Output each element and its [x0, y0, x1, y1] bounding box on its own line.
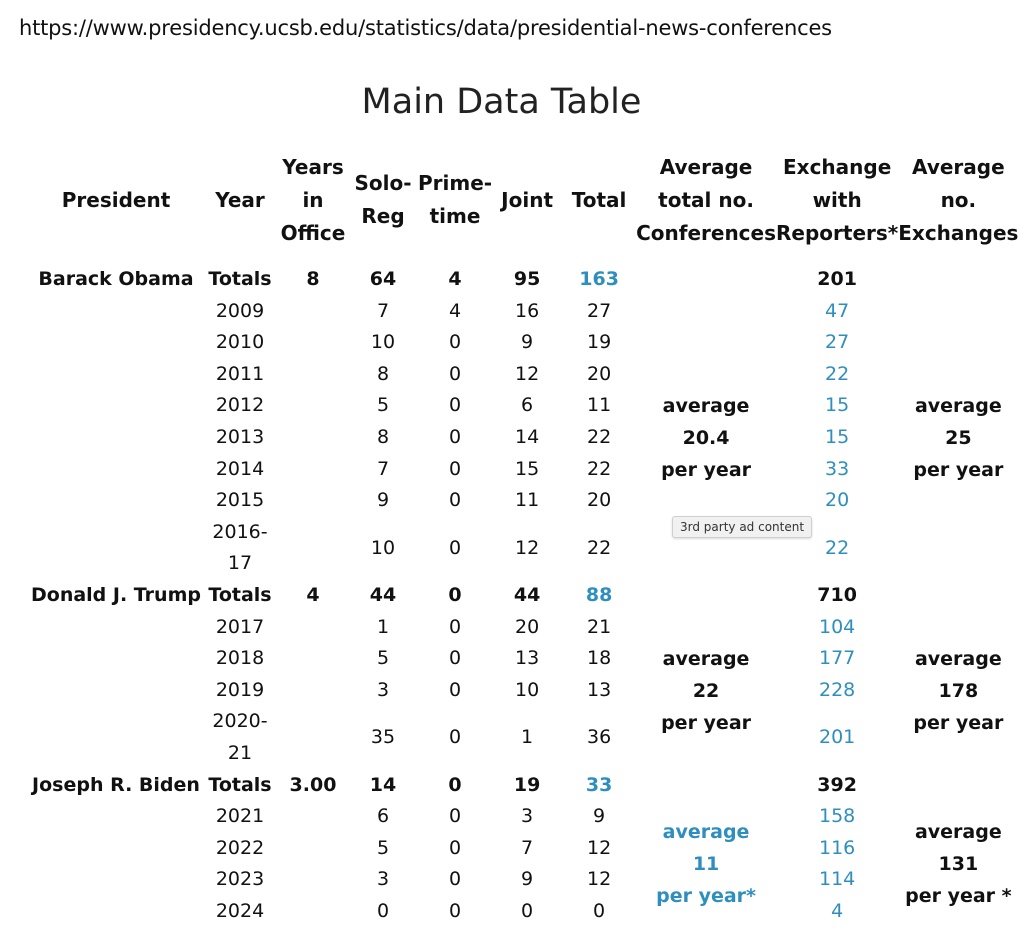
header-total: Total: [571, 187, 627, 212]
solo-reg-cell: 35: [370, 726, 396, 749]
solo-reg-cell: 3: [376, 868, 390, 891]
years-in-office: 3.00: [289, 773, 337, 796]
solo-reg-cell: 6: [376, 805, 390, 828]
average-conferences-line: average: [662, 821, 750, 844]
solo-reg-cell: 8: [376, 362, 390, 385]
empty-cell: [278, 675, 348, 707]
year-row: [30, 612, 1018, 644]
joint-cell: 9: [521, 868, 534, 891]
average-conferences-line: 20.4: [682, 426, 730, 449]
table-body: [30, 264, 1018, 927]
empty-cell: [30, 864, 202, 896]
solo-reg-cell: 5: [376, 647, 390, 670]
empty-cell: [30, 422, 202, 454]
total-cell: 12: [587, 868, 612, 891]
page-title: Main Data Table: [361, 82, 642, 122]
year-cell: 2012: [215, 394, 265, 417]
average-conferences-cell: [636, 612, 776, 770]
header-president: President: [61, 187, 171, 212]
total-cell: 12: [587, 836, 612, 859]
prime-time-total: 4: [448, 268, 462, 290]
empty-cell: [30, 327, 202, 359]
joint-cell: 3: [521, 805, 534, 828]
header-year: Year: [215, 187, 265, 212]
year-cell: 2021: [215, 805, 265, 828]
year-row: [30, 896, 1018, 928]
year-cell: 2019: [215, 678, 265, 701]
exchanges-link[interactable]: 27: [825, 331, 850, 354]
total-cell: 22: [587, 536, 612, 559]
joint-cell: 13: [515, 647, 540, 670]
exchanges-link[interactable]: 33: [825, 457, 850, 480]
average-exchanges-cell: [898, 612, 1018, 770]
empty-cell: [30, 454, 202, 486]
total-cell: 0: [593, 899, 606, 922]
empty-cell: [278, 485, 348, 517]
prime-time-cell: 0: [449, 362, 462, 385]
president-name: Donald J. Trump: [31, 583, 201, 606]
empty-cell: [278, 422, 348, 454]
total-link[interactable]: 88: [585, 583, 613, 606]
exchanges-link[interactable]: 22: [825, 362, 850, 385]
exchanges-link[interactable]: 201: [819, 726, 856, 749]
joint-total: 19: [513, 773, 541, 796]
prime-time-cell: 0: [449, 394, 462, 417]
year-line-1: 2020-: [212, 710, 268, 733]
exchanges-link[interactable]: 15: [825, 394, 850, 417]
joint-cell: 12: [515, 536, 540, 559]
years-in-office: 4: [306, 583, 320, 606]
year-line-2: 21: [227, 741, 253, 764]
prime-time-cell: 0: [449, 457, 462, 480]
solo-reg-total: 14: [369, 773, 397, 796]
average-exchanges-line: per year: [913, 458, 1004, 481]
average-conferences-line: per year: [661, 458, 752, 481]
header-prime-time: Prime- time: [418, 171, 493, 228]
prime-time-cell: 0: [449, 536, 462, 559]
empty-cell: [278, 359, 348, 391]
empty-cell: [278, 706, 348, 769]
total-link[interactable]: 163: [579, 268, 619, 290]
year-row: [30, 422, 1018, 454]
joint-cell: 12: [515, 362, 540, 385]
total-cell: 22: [587, 425, 612, 448]
empty-cell: [278, 864, 348, 896]
joint-cell: 14: [515, 425, 540, 448]
total-cell: 20: [587, 362, 612, 385]
average-conferences-line: 11: [692, 853, 720, 876]
year-cell: 2023: [215, 868, 265, 891]
totals-row: [30, 264, 1018, 296]
year-row: [30, 864, 1018, 896]
average-exchanges-line: per year: [913, 711, 1004, 734]
empty-cell: [30, 643, 202, 675]
prime-time-cell: 0: [449, 726, 462, 749]
average-conferences-line: per year: [661, 711, 752, 734]
prime-time-cell: 0: [449, 805, 462, 828]
year-row: [30, 517, 1018, 580]
joint-cell: 11: [515, 489, 540, 512]
average-conferences-line: average: [662, 394, 750, 417]
solo-reg-cell: 10: [370, 536, 396, 559]
average-conferences-line: average: [662, 647, 750, 670]
totals-row: [30, 770, 1018, 802]
empty-cell: [30, 833, 202, 865]
empty-cell: [30, 390, 202, 422]
empty-cell: [636, 264, 776, 296]
header-solo-reg: Solo- Reg: [354, 171, 412, 228]
empty-cell: [30, 801, 202, 833]
joint-cell: 6: [521, 394, 534, 417]
exchanges-link[interactable]: 20: [825, 489, 850, 512]
totals-label: Totals: [208, 268, 272, 290]
year-line-1: 2016-: [212, 520, 268, 543]
prime-time-cell: 0: [449, 868, 462, 891]
average-exchanges-line: 178: [938, 679, 979, 702]
solo-reg-cell: 3: [376, 678, 390, 701]
average-exchanges-line: 25: [945, 426, 972, 449]
exchanges-link[interactable]: 4: [831, 899, 844, 922]
header-exchange-with-reporters: Exchange with Reporters*: [776, 154, 899, 245]
prime-time-cell: 0: [449, 331, 462, 354]
solo-reg-cell: 5: [376, 836, 390, 859]
page-url: https://www.presidency.ucsb.edu/statistics/data/presidential-news-conferences: [19, 16, 832, 40]
prime-time-cell: 4: [449, 299, 462, 322]
total-cell: 20: [587, 489, 612, 512]
average-exchanges-line: average: [914, 394, 1002, 417]
total-cell: 18: [587, 647, 612, 670]
totals-row: [30, 580, 1018, 612]
year-row: [30, 296, 1018, 328]
exchanges-total: 710: [817, 583, 857, 606]
solo-reg-cell: 5: [376, 394, 390, 417]
year-cell: 2014: [215, 457, 265, 480]
year-cell: [202, 706, 278, 769]
empty-cell: [636, 770, 776, 802]
empty-cell: [898, 770, 1018, 802]
solo-reg-total: 64: [369, 268, 397, 290]
prime-time-total: 0: [448, 773, 462, 796]
solo-reg-cell: 1: [376, 615, 390, 638]
header-average-conferences: Average total no. Conferences: [636, 154, 777, 245]
average-exchanges-cell: [898, 801, 1018, 927]
prime-time-total: 0: [448, 583, 462, 606]
empty-cell: [278, 612, 348, 644]
average-exchanges-line: 131: [938, 853, 979, 876]
year-row: [30, 454, 1018, 486]
prime-time-cell: 0: [449, 836, 462, 859]
joint-cell: 10: [515, 678, 540, 701]
header-joint: Joint: [501, 187, 554, 212]
average-exchanges-line: per year *: [905, 885, 1012, 908]
total-cell: 27: [587, 299, 612, 322]
year-row: [30, 833, 1018, 865]
total-cell: 11: [587, 394, 612, 417]
empty-cell: [278, 896, 348, 928]
year-row: [30, 327, 1018, 359]
year-line-2: 17: [227, 552, 253, 575]
joint-cell: 9: [521, 331, 534, 354]
average-conferences-line: per year*: [656, 885, 756, 908]
empty-cell: [30, 296, 202, 328]
exchanges-link[interactable]: 177: [819, 647, 856, 670]
prime-time-cell: 0: [449, 647, 462, 670]
solo-reg-cell: 9: [376, 489, 390, 512]
joint-cell: 16: [515, 299, 540, 322]
year-cell: 2024: [215, 899, 265, 922]
joint-cell: 20: [515, 615, 540, 638]
empty-cell: [30, 517, 202, 580]
empty-cell: [278, 643, 348, 675]
exchanges-link[interactable]: 114: [819, 868, 856, 891]
average-exchanges-line: average: [914, 821, 1002, 844]
year-row: [30, 706, 1018, 769]
year-row: [30, 801, 1018, 833]
years-in-office: 8: [306, 268, 320, 290]
joint-total: 95: [513, 268, 541, 290]
year-row: [30, 390, 1018, 422]
year-row: [30, 359, 1018, 391]
total-cell: 9: [593, 805, 606, 828]
year-cell: 2022: [215, 836, 265, 859]
solo-reg-cell: 7: [376, 457, 390, 480]
joint-cell: 0: [521, 899, 534, 922]
average-conferences-line: 22: [692, 679, 720, 702]
empty-cell: [30, 612, 202, 644]
header-row: [30, 150, 1018, 250]
totals-label: Totals: [208, 773, 272, 796]
total-cell: 21: [587, 615, 612, 638]
exchanges-link[interactable]: 116: [819, 836, 856, 859]
exchanges-link[interactable]: 228: [819, 678, 856, 701]
average-exchanges-cell: [898, 296, 1018, 580]
year-cell: 2017: [215, 615, 265, 638]
total-cell: 19: [587, 331, 612, 354]
empty-cell: [278, 517, 348, 580]
prime-time-cell: 0: [449, 678, 462, 701]
joint-total: 44: [513, 583, 541, 606]
header-spacer: [30, 250, 1018, 264]
year-cell: 2011: [215, 362, 265, 385]
header-average-exchanges: Average no. Exchanges: [898, 154, 1019, 245]
exchanges-total: 392: [817, 773, 857, 796]
solo-reg-cell: 7: [376, 299, 390, 322]
year-cell: 2013: [215, 425, 265, 448]
year-cell: 2009: [215, 299, 265, 322]
year-row: [30, 485, 1018, 517]
solo-reg-cell: 10: [370, 331, 396, 354]
empty-cell: [30, 359, 202, 391]
data-table: [30, 150, 1018, 927]
empty-cell: [278, 454, 348, 486]
year-cell: [202, 517, 278, 580]
empty-cell: [898, 264, 1018, 296]
exchanges-link[interactable]: 47: [825, 299, 850, 322]
year-row: [30, 675, 1018, 707]
exchanges-link[interactable]: 104: [819, 615, 856, 638]
exchanges-link[interactable]: 22: [825, 536, 850, 559]
empty-cell: [30, 706, 202, 769]
joint-cell: 7: [521, 836, 534, 859]
prime-time-cell: 0: [449, 615, 462, 638]
empty-cell: [636, 580, 776, 612]
empty-cell: [30, 675, 202, 707]
solo-reg-total: 44: [369, 583, 397, 606]
year-cell: 2010: [215, 331, 265, 354]
president-name: Joseph R. Biden: [32, 773, 200, 796]
joint-cell: 15: [515, 457, 540, 480]
total-link[interactable]: 33: [585, 773, 613, 796]
empty-cell: [278, 390, 348, 422]
empty-cell: [30, 896, 202, 928]
solo-reg-cell: 8: [376, 425, 390, 448]
year-row: [30, 643, 1018, 675]
total-cell: 13: [587, 678, 612, 701]
joint-cell: 1: [521, 726, 534, 749]
empty-cell: [278, 833, 348, 865]
empty-cell: [278, 296, 348, 328]
year-cell: 2015: [215, 489, 265, 512]
ad-tooltip: 3rd party ad content: [672, 516, 812, 538]
average-exchanges-line: average: [914, 647, 1002, 670]
totals-label: Totals: [208, 583, 272, 606]
prime-time-cell: 0: [449, 425, 462, 448]
prime-time-cell: 0: [449, 489, 462, 512]
empty-cell: [898, 580, 1018, 612]
exchanges-link[interactable]: 15: [825, 425, 850, 448]
empty-cell: [278, 327, 348, 359]
exchanges-link[interactable]: 158: [819, 805, 856, 828]
prime-time-cell: 0: [449, 899, 462, 922]
average-conferences-cell[interactable]: [636, 801, 776, 927]
header-years-in-office: Years in Office: [280, 154, 346, 245]
total-cell: 36: [587, 726, 612, 749]
exchanges-total: 201: [817, 268, 857, 290]
empty-cell: [30, 485, 202, 517]
president-name: Barack Obama: [38, 268, 194, 290]
year-cell: 2018: [215, 647, 265, 670]
total-cell: 22: [587, 457, 612, 480]
empty-cell: [278, 801, 348, 833]
solo-reg-cell: 0: [376, 899, 390, 922]
